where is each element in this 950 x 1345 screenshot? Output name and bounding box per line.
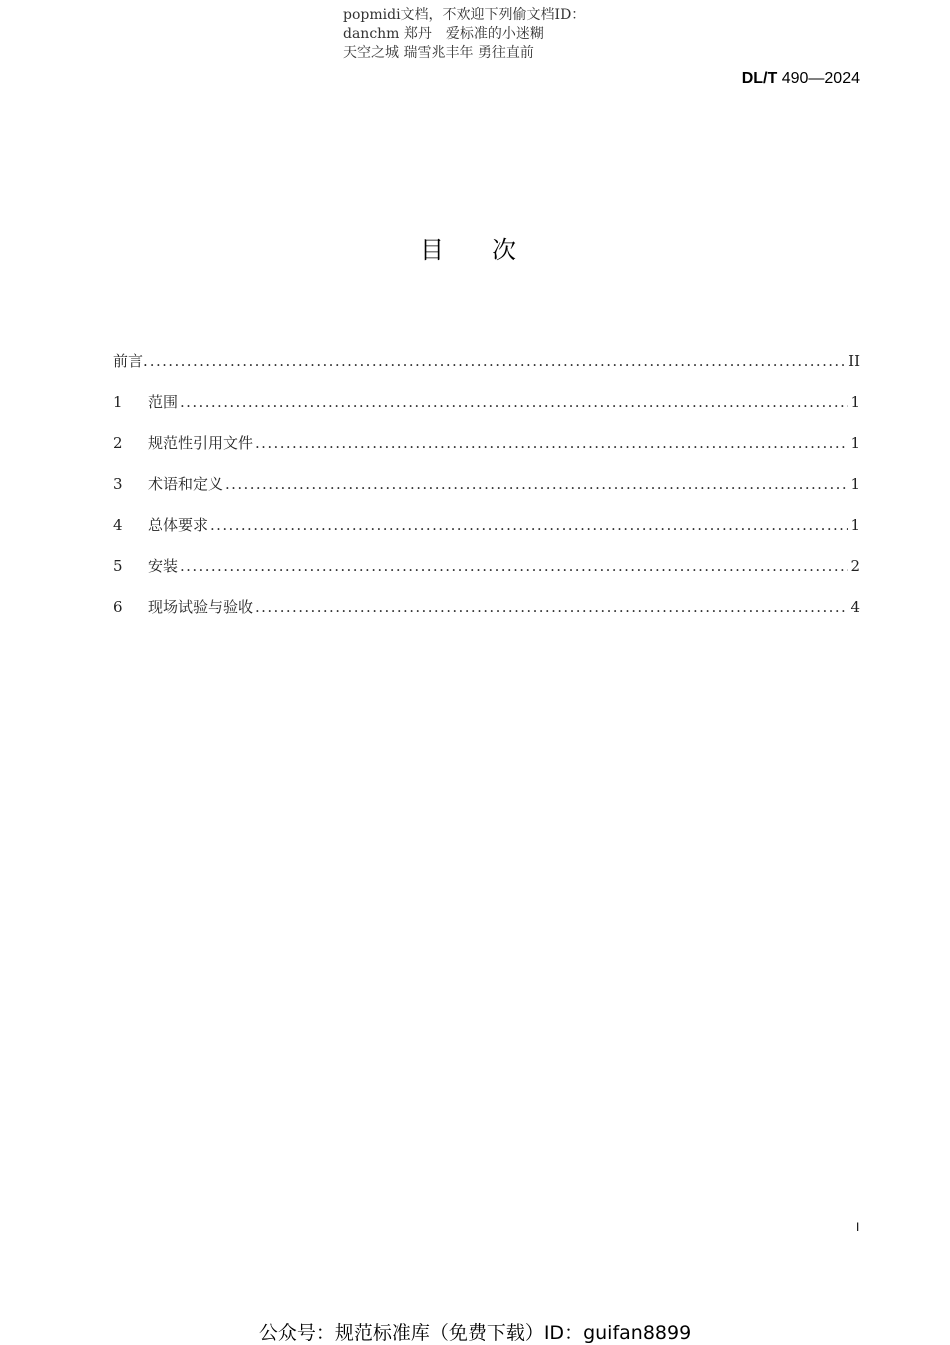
toc-entry-number: 6 [113, 598, 123, 616]
standard-code [742, 70, 860, 88]
toc-entry-general-requirements[interactable] [113, 514, 860, 555]
toc-entry-number: 1 [113, 393, 123, 411]
toc-entry-page: 4 [850, 598, 860, 616]
toc-entry-page: 1 [850, 516, 860, 534]
toc-leader-dots [225, 475, 848, 493]
toc-leader-dots [150, 352, 846, 370]
toc-entry-label: 安装 [148, 557, 179, 575]
toc-leader-dots [255, 434, 848, 452]
toc-entry-terms-definitions[interactable] [113, 473, 860, 514]
toc-entry-label: 范围 [148, 393, 179, 411]
toc-entry-label: 前言. [113, 352, 148, 370]
toc-entry-label: 术语和定义 [148, 475, 224, 493]
table-of-contents [113, 350, 860, 637]
toc-entry-label: 规范性引用文件 [148, 434, 254, 452]
toc-entry-label: 现场试验与验收 [148, 598, 254, 616]
toc-entry-page: 1 [850, 475, 860, 493]
footer-promo-text: 公众号：规范标准库（免费下载）ID：guifan8899 [258, 1322, 692, 1344]
toc-entry-label: 总体要求 [148, 516, 209, 534]
watermark-text [343, 6, 585, 63]
toc-title: 目次 [420, 236, 564, 264]
toc-entry-page: II [848, 352, 860, 370]
toc-entry-number: 4 [113, 516, 123, 534]
toc-entry-number: 5 [113, 557, 123, 575]
toc-entry-page: 2 [850, 557, 860, 575]
toc-entry-foreword[interactable] [113, 350, 860, 391]
toc-leader-dots [180, 393, 848, 411]
toc-leader-dots [255, 598, 848, 616]
toc-entry-page: 1 [850, 393, 860, 411]
standard-prefix: DL/T [741, 70, 778, 87]
toc-leader-dots [180, 557, 848, 575]
toc-entry-installation[interactable] [113, 555, 860, 596]
page-number: I [856, 1220, 860, 1234]
watermark-line-1: popmidi文档，不欢迎下列偷文档ID： [343, 7, 586, 23]
toc-entry-normative-references[interactable] [113, 432, 860, 473]
watermark-line-3: 天空之城 瑞雪兆丰年 勇往直前 [343, 45, 534, 61]
toc-entry-number: 2 [113, 434, 123, 452]
watermark-line-2: danchm 郑丹 爱标准的小迷糊 [343, 26, 544, 42]
toc-entry-page: 1 [850, 434, 860, 452]
toc-entry-scope[interactable] [113, 391, 860, 432]
toc-entry-number: 3 [113, 475, 123, 493]
standard-number: 490—2024 [781, 70, 860, 87]
toc-entry-field-test-acceptance[interactable] [113, 596, 860, 637]
toc-leader-dots [210, 516, 848, 534]
